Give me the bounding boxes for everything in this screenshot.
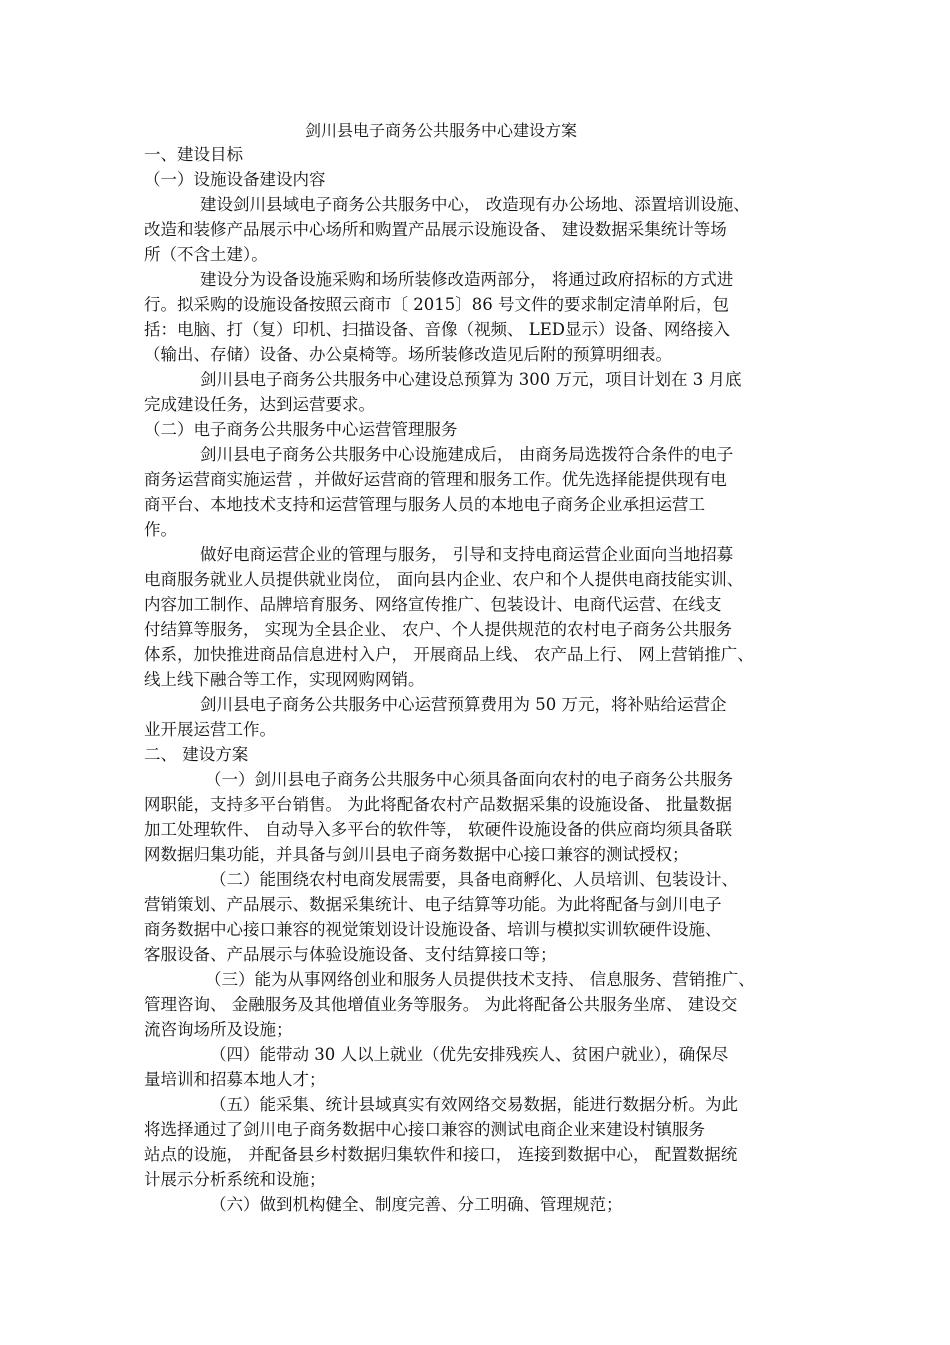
document-title: 剑川县电子商务公共服务中心建设方案 — [305, 121, 578, 140]
subsection-heading: （一）设施设备建设内容 — [144, 170, 326, 189]
paragraph-line: 体系，加快推进商品信息进村入户， 开展商品上线、 农产品上行、 网上营销推广、 — [144, 645, 754, 664]
paragraph-line: 建设剑川县域电子商务公共服务中心， 改造现有办公场地、添置培训设施、 — [200, 195, 750, 214]
paragraph-line: 内容加工制作、品牌培育服务、网络宣传推广、包装设计、电商代运营、在线支 — [144, 595, 722, 614]
paragraph-line: 做好电商运营企业的管理与服务， 引导和支持电商运营企业面向当地招募 — [200, 545, 734, 564]
paragraph-line: 业开展运营工作。 — [144, 720, 276, 739]
paragraph-line: （二）能围绕农村电商发展需要，具备电商孵化、人员培训、包装设计、 — [210, 870, 738, 889]
section-heading: 二、 建设方案 — [144, 745, 249, 764]
paragraph-line: 商平台、本地技术支持和运营管理与服务人员的本地电子商务企业承担运营工 — [144, 495, 705, 514]
paragraph-line: 量培训和招募本地人才； — [144, 1070, 326, 1089]
paragraph-line: 所（不含土建）。 — [144, 245, 268, 264]
paragraph-line: 行。拟采购的设施设备按照云商市〔 2015〕86 号文件的要求制定清单附后，包 — [144, 295, 729, 314]
paragraph-line: 作。 — [144, 520, 177, 539]
paragraph-line: 剑川县电子商务公共服务中心运营预算费用为 50 万元，将补贴给运营企 — [200, 695, 727, 714]
paragraph-line: 建设分为设备设施采购和场所装修改造两部分， 将通过政府招标的方式进 — [200, 270, 734, 289]
paragraph-line: 站点的设施， 并配备县乡村数据归集软件和接口， 连接到数据中心， 配置数据统 — [144, 1145, 738, 1164]
paragraph-line: 剑川县电子商务公共服务中心建设总预算为 300 万元，项目计划在 3 月底 — [200, 370, 742, 389]
paragraph-line: 加工处理软件、 自动导入多平台的软件等， 软硬件设施设备的供应商均须具备联 — [144, 820, 732, 839]
paragraph-line: （四）能带动 30 人以上就业（优先安排残疾人、贫困户就业），确保尽 — [210, 1045, 729, 1064]
paragraph-line: 管理咨询、 金融服务及其他增值业务等服务。 为此将配备公共服务坐席、 建设交 — [144, 995, 738, 1014]
section-heading: 一、建设目标 — [144, 145, 243, 164]
paragraph-line: 完成建设任务，达到运营要求。 — [144, 395, 375, 414]
paragraph-line: 剑川县电子商务公共服务中心设施建成后， 由商务局选拨符合条件的电子 — [200, 445, 734, 464]
paragraph-line: （三）能为从事网络创业和服务人员提供技术支持、 信息服务、营销推广、 — [205, 970, 755, 989]
paragraph-line: 计展示分析系统和设施； — [144, 1170, 326, 1189]
paragraph-line: （六）做到机构健全、制度完善、分工明确、管理规范； — [210, 1195, 623, 1214]
paragraph-line: 网职能，支持多平台销售。 为此将配备农村产品数据采集的设施设备、 批量数据 — [144, 795, 732, 814]
subsection-heading: （二）电子商务公共服务中心运营管理服务 — [144, 420, 458, 439]
paragraph-line: 将选择通过了剑川电子商务数据中心接口兼容的测试电商企业来建设村镇服务 — [144, 1120, 705, 1139]
paragraph-line: 括：电脑、打（复）印机、扫描设备、音像（视频、 LED显示）设备、网络接入 — [144, 320, 730, 339]
paragraph-line: 流咨询场所及设施； — [144, 1020, 293, 1039]
paragraph-line: 网数据归集功能，并具备与剑川县电子商务数据中心接口兼容的测试授权； — [144, 845, 689, 864]
paragraph-line: （一）剑川县电子商务公共服务中心须具备面向农村的电子商务公共服务 — [205, 770, 733, 789]
paragraph-line: 付结算等服务， 实现为全县企业、 农户、个人提供规范的农村电子商务公共服务 — [144, 620, 732, 639]
paragraph-line: 商务运营商实施运营 ，并做好运营商的管理和服务工作。优先选择能提供现有电 — [144, 470, 727, 489]
paragraph-line: 改造和装修产品展示中心场所和购置产品展示设施设备、 建设数据采集统计等场 — [144, 220, 727, 239]
paragraph-line: （输出、存储）设备、办公桌椅等。场所装修改造见后附的预算明细表。 — [144, 345, 672, 364]
paragraph-line: 商务数据中心接口兼容的视觉策划设计设施设备、培训与模拟实训软硬件设施、 — [144, 920, 722, 939]
paragraph-line: 线上线下融合等工作，实现网购网销。 — [144, 670, 425, 689]
paragraph-line: 电商服务就业人员提供就业岗位， 面向县内企业、农户和个人提供电商技能实训、 — [144, 570, 744, 589]
paragraph-line: 客服设备、产品展示与体验设施设备、支付结算接口等； — [144, 945, 557, 964]
paragraph-line: （五）能采集、统计县域真实有效网络交易数据，能进行数据分析。为此 — [210, 1095, 738, 1114]
paragraph-line: 营销策划、产品展示、数据采集统计、电子结算等功能。为此将配备与剑川电子 — [144, 895, 722, 914]
